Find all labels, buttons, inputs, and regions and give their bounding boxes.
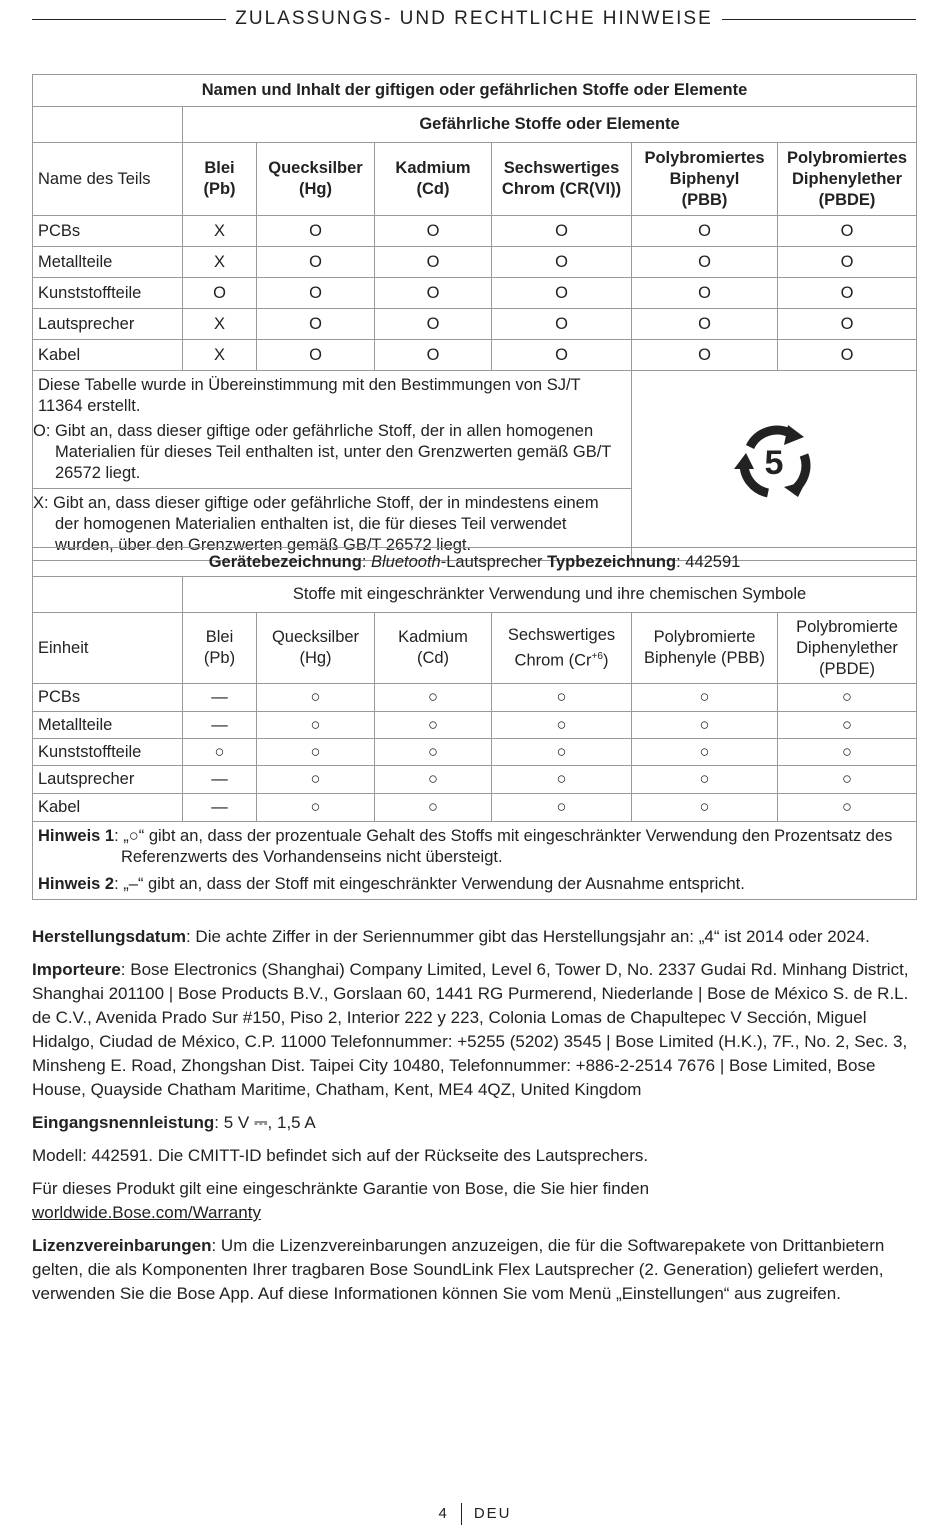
value-cell: ○ [778, 684, 917, 712]
license-info: Lizenzvereinbarungen: Um die Lizenzvereinbarungen anzuzeigen, die für die Softwarepakete von Drittanbietern gelten, die als Komponenten Ihrer tragbaren Bose SoundLink Flex Lautsprecher (2. Generation) geliefert werden, verwenden Sie die Bose App. Auf diese Informationen können Sie vom Menü „Einstellungen“ aus zugreifen. [32, 1236, 885, 1303]
table1-notes [33, 371, 632, 561]
table2-col-header: Polybromierte Biphenyle (PBB) [632, 613, 778, 684]
value-cell: O [632, 247, 778, 278]
table2-note-1: Hinweis 1: „○“ gibt an, dass der prozentuale Gehalt des Stoffs mit eingeschränkter Verwendung den Prozentsatz des Referenzwerts des Vorhandenseins nicht übersteigt. [38, 827, 893, 866]
table2-col-header: Blei (Pb) [183, 613, 257, 684]
header-rule-left [32, 19, 226, 20]
value-cell: X [183, 216, 257, 247]
value-cell: ○ [632, 739, 778, 766]
value-cell: X [183, 309, 257, 340]
value-cell: ○ [257, 739, 375, 766]
table-row [33, 216, 917, 247]
value-cell: ○ [492, 712, 632, 739]
table2-col-header: Kadmium (Cd) [375, 613, 492, 684]
value-cell: O [257, 340, 375, 371]
value-cell: O [778, 340, 917, 371]
language-code: DEU [473, 1504, 512, 1522]
page-title: ZULASSUNGS- UND RECHTLICHE HINWEISE [235, 8, 713, 29]
table1-col-header: Polybromiertes Biphenyl (PBB) [632, 143, 778, 216]
value-cell: ○ [375, 794, 492, 822]
table-row [33, 794, 917, 822]
table-row [33, 340, 917, 371]
value-cell: ○ [778, 794, 917, 822]
table2-col-header: Polybromierte Diphenylether (PBDE) [778, 613, 917, 684]
value-cell: ○ [492, 739, 632, 766]
hazardous-substances-table [32, 74, 917, 561]
value-cell: ○ [183, 739, 257, 766]
table1-title: Namen und Inhalt der giftigen oder gefährlichen Stoffe oder Elemente [33, 75, 917, 107]
page-footer [0, 1503, 950, 1525]
value-cell: O [257, 278, 375, 309]
value-cell: O [492, 247, 632, 278]
table2-subheader: Stoffe mit eingeschränkter Verwendung und ihre chemischen Symbole [183, 577, 917, 613]
value-cell: O [632, 309, 778, 340]
value-cell: ○ [778, 739, 917, 766]
value-cell: — [183, 712, 257, 739]
value-cell: — [183, 684, 257, 712]
value-cell: ○ [257, 712, 375, 739]
table2-empty-cell [33, 577, 183, 613]
value-cell: O [257, 216, 375, 247]
value-cell: ○ [375, 739, 492, 766]
value-cell: — [183, 766, 257, 794]
value-cell: O [492, 216, 632, 247]
part-name: PCBs [33, 216, 183, 247]
table-row [33, 712, 917, 739]
value-cell: O [632, 340, 778, 371]
table2-title: Gerätebezeichnung: Bluetooth-Lautsprecher Typbezeichnung: 442591 [33, 548, 917, 577]
value-cell: O [632, 216, 778, 247]
manufacture-date: Herstellungsdatum: Die achte Ziffer in der Seriennummer gibt das Herstellungsjahr an: „4“ ist 2014 oder 2024. [32, 927, 870, 946]
value-cell: ○ [632, 794, 778, 822]
warranty-info: Für dieses Produkt gilt eine eingeschränkte Garantie von Bose, die Sie hier finden worldwide.Bose.com/Warranty [32, 1179, 650, 1222]
value-cell: ○ [257, 766, 375, 794]
value-cell: O [375, 309, 492, 340]
page-number: 4 [438, 1504, 449, 1522]
value-cell: ○ [375, 684, 492, 712]
table-row [33, 309, 917, 340]
part-name: Kunststoffteile [33, 278, 183, 309]
page-header [32, 7, 916, 31]
value-cell: O [778, 309, 917, 340]
part-name: Lautsprecher [33, 309, 183, 340]
value-cell: ○ [492, 766, 632, 794]
table1-empty-cell [33, 107, 183, 143]
recycle-5-icon [732, 423, 816, 503]
value-cell: ○ [492, 794, 632, 822]
input-rating: Eingangsnennleistung: 5 V ⎓, 1,5 A [32, 1113, 316, 1132]
footer-divider [461, 1503, 462, 1525]
table1-col-header: Sechswertiges Chrom (CR(VI)) [492, 143, 632, 216]
part-name: Kunststoffteile [33, 739, 183, 766]
part-name: Metallteile [33, 712, 183, 739]
importers: Importeure: Bose Electronics (Shanghai) Company Limited, Level 6, Tower D, No. 2337 Gudai Rd. Minhang District, Shanghai 201100 | Bose Products B.V., Gorslaan 60, 1441 RG Purmerend, Niederlande | Bose de México S. de R.L. de C.V., Avenida Prado Sur #150, Piso 2, Interior 222 y 223, Colonia Lomas de Chapultepec V Sección, Miguel Hidalgo, Ciudad de México, C.P. 11000 Telefonnummer: +5255 (5202) 3545 | Bose Limited (H.K.), 7F., No. 2, Sec. 3, Minsheng E. Road, Zhongshan Dist. Taipei City 10480, Telefonnummer: +886-2-2514 7676 | Bose Limited, Bose House, Quayside Chatham Maritime, Chatham, Kent, ME4 4QZ, United Kingdom [32, 960, 909, 1099]
value-cell: O [375, 216, 492, 247]
value-cell: O [492, 309, 632, 340]
table-row [33, 247, 917, 278]
regulatory-text [32, 925, 916, 1315]
table-row [33, 684, 917, 712]
value-cell: O [375, 247, 492, 278]
svg-text:5: 5 [764, 443, 784, 482]
table1-part-header: Name des Teils [33, 143, 183, 216]
value-cell: O [632, 278, 778, 309]
model-info: Modell: 442591. Die CMITT-ID befindet sich auf der Rückseite des Lautsprechers. [32, 1146, 649, 1165]
table-row [33, 766, 917, 794]
value-cell: O [257, 309, 375, 340]
table-row [33, 739, 917, 766]
part-name: Kabel [33, 794, 183, 822]
value-cell: O [778, 247, 917, 278]
value-cell: O [375, 278, 492, 309]
part-name: PCBs [33, 684, 183, 712]
restricted-substances-table [32, 547, 917, 900]
warranty-link[interactable]: worldwide.Bose.com/Warranty [32, 1203, 261, 1222]
value-cell: X [183, 247, 257, 278]
value-cell: ○ [375, 712, 492, 739]
table1-note-o: O: Gibt an, dass dieser giftige oder gefährliche Stoff, der in allen homogenen Materialien für dieses Teil enthalten ist, unter den Grenzwerten gemäß GB/T 26572 liegt. [33, 422, 612, 482]
value-cell: ○ [492, 684, 632, 712]
table2-unit-header: Einheit [33, 613, 183, 684]
value-cell: O [778, 216, 917, 247]
table-row [33, 278, 917, 309]
table1-note-x: X: Gibt an, dass dieser giftige oder gefährliche Stoff, der in mindestens einem der homogenen Materialien enthalten ist, die für dieses Teil verwendet wurden, über den Grenzwerten gemäß GB/T 26572 liegt. [33, 488, 631, 560]
value-cell: ○ [778, 766, 917, 794]
value-cell: ○ [778, 712, 917, 739]
value-cell: O [492, 340, 632, 371]
value-cell: ○ [257, 684, 375, 712]
table1-col-header: Kadmium (Cd) [375, 143, 492, 216]
part-name: Kabel [33, 340, 183, 371]
table1-col-header: Blei (Pb) [183, 143, 257, 216]
value-cell: X [183, 340, 257, 371]
value-cell: O [375, 340, 492, 371]
value-cell: ○ [375, 766, 492, 794]
table2-col-header: Sechswertiges Chrom $(Cr^{+6})$ [492, 613, 632, 684]
value-cell: ○ [632, 684, 778, 712]
table1-note-standard: Diese Tabelle wurde in Übereinstimmung mit den Bestimmungen von SJ/T 11364 erstellt. [38, 376, 581, 415]
table1-col-header: Quecksilber (Hg) [257, 143, 375, 216]
value-cell: ○ [632, 712, 778, 739]
value-cell: ○ [257, 794, 375, 822]
value-cell: O [492, 278, 632, 309]
table2-note-2: Hinweis 2: „–“ gibt an, dass der Stoff mit eingeschränkter Verwendung der Ausnahme entspricht. [38, 875, 745, 893]
table2-notes [33, 822, 917, 900]
value-cell: O [183, 278, 257, 309]
table1-col-header: Polybromiertes Diphenylether (PBDE) [778, 143, 917, 216]
value-cell: O [778, 278, 917, 309]
part-name: Lautsprecher [33, 766, 183, 794]
table1-subheader: Gefährliche Stoffe oder Elemente [183, 107, 917, 143]
table2-col-header: Quecksilber (Hg) [257, 613, 375, 684]
header-rule-right [722, 19, 916, 20]
value-cell: O [257, 247, 375, 278]
part-name: Metallteile [33, 247, 183, 278]
value-cell: ○ [632, 766, 778, 794]
value-cell: — [183, 794, 257, 822]
efup-logo-cell [632, 371, 917, 561]
